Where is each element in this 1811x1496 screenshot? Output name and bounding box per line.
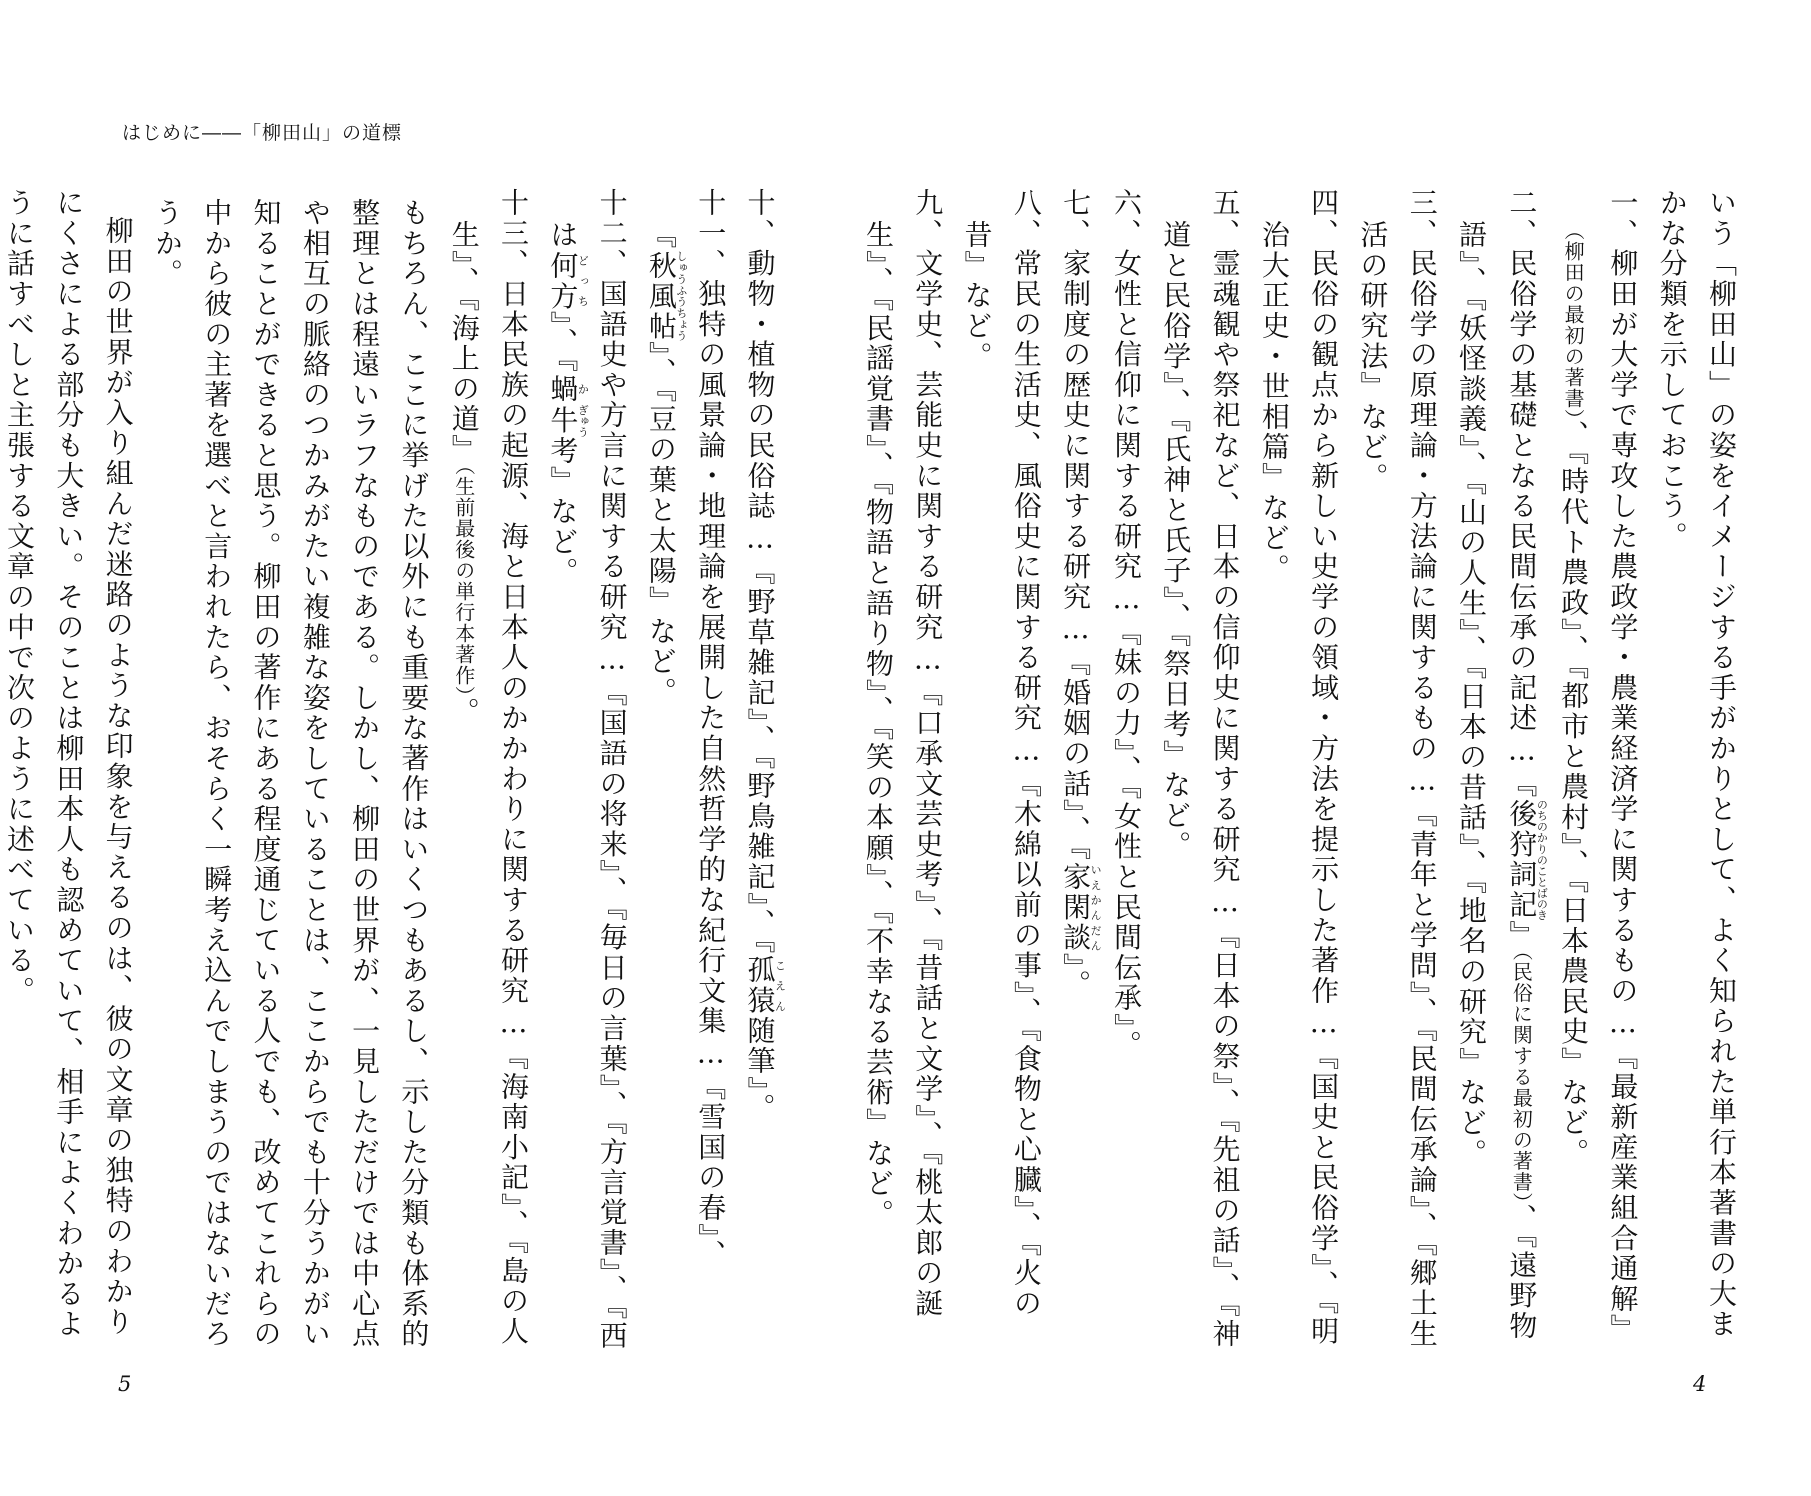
list-item-10: 十、動物・植物の民俗誌…『野草雑記』、『野鳥雑記』、『孤猿こえん随筆』。 — [743, 188, 787, 1123]
list-item-8: 八、常民の生活史、風俗史に関する研究…『木綿以前の事』、『食物と心臓』、『火の昔』など。 — [960, 188, 1043, 1319]
list-item-13: 十三、日本民族の起源、海と日本人のかかわりに関する研究…『海南小記』、『島の人生』、『海上の道』（生前最後の単行本著作）。 — [447, 188, 531, 1347]
ruby-gyu: 牛ぎゅう — [546, 404, 590, 438]
left-page-body — [3, 188, 787, 1360]
list-item-9: 九、文学史、芸能史に関する研究…『口承文芸史考』、『昔話と文学』、『桃太郎の誕生』、『民謡覚書』、『物語と語り物』、『笑の本願』、『不幸なる芸術』など。 — [861, 188, 945, 1319]
list-item-4: 四、民俗の観点から新しい史学の領域・方法を提示した著作…『国史と民俗学』、『明治大正史・世相篇』など。 — [1257, 188, 1341, 1347]
paragraph: もちろん、ここに挙げた以外にも重要な著作はいくつもあるし、示した分類も体系的整理とは程遠いラフなものである。しかし、柳田の世界が、一見しただけでは中心点や相互の脈絡のつかみがたい複雑な姿をしていることは、ここからでも十分うかがい知ることができると思う。柳田の著作にある程度通じている人でも、改めてこれらの中から彼の主著を選べと言われたら、おそらく一瞬考え込んでしまうのではないだろうか。 — [150, 197, 431, 1350]
list-item-12: 十二、国語史や方言に関する研究…『国語の将来』、『毎日の言葉』、『方言覚書』、『西は何方どっち』、『蝸か牛ぎゅう考』など。 — [546, 188, 629, 1352]
ruby-ka: 蝸か — [546, 374, 590, 405]
ruby-docchi: 何方どっち — [546, 250, 590, 312]
ruby-nochinokari: 後狩詞記のちのかりのことばのき — [1505, 799, 1549, 921]
note: （生前最後の単行本著作） — [451, 464, 476, 697]
list-item-2: 二、民俗学の基礎となる民間伝承の記述…『後狩詞記のちのかりのことばのき』（民俗に関する最初の著書）、『遠野物語』、『妖怪談義』、『山の人生』、『日本の昔話』、『地名の研究』など。 — [1455, 188, 1549, 1342]
paragraph: 柳田の世界が入り組んだ迷路のような印象を与えるのは、彼の文章の独特のわかりにくさによる部分も大きい。そのことは柳田本人も認めていて、相手によくわかるように話すべしと主張する文章の中で次のように述べている。 — [3, 188, 135, 1340]
intro-paragraph: いう「柳田山」の姿をイメージする手がかりとして、よく知られた単行本著書の大まかな分類を示しておこう。 — [1655, 188, 1738, 1340]
list-item-11: 十一、独特の風景論・地理論を展開した自然哲学的な紀行文集…『雪国の春』、『秋風帖しゅうふうちょう』、『豆の葉と太陽』など。 — [644, 188, 728, 1270]
page-number-left: 5 — [118, 1372, 132, 1396]
list-item-3: 三、民俗学の原理論・方法論に関するもの…『青年と学問』、『民間伝承論』、『郷土生活の研究法』など。 — [1356, 188, 1439, 1349]
ruby-koen: 孤猿こえん — [743, 955, 787, 1016]
left-page — [0, 0, 905, 1496]
list-item-6: 六、女性と信仰に関する研究…『妹の力』、『女性と民間伝承』。 — [1109, 188, 1143, 1060]
ruby-iekandan: 家閑談いえかんだん — [1059, 861, 1103, 953]
note: （民俗に関する最初の著書） — [1509, 950, 1534, 1204]
list-item-5: 五、霊魂観や祭祀など、日本の信仰史に関する研究…『日本の祭』、『先祖の話』、『神道と民俗学』、『氏神と氏子』、『祭日考』など。 — [1159, 188, 1242, 1349]
list-item-1: 一、柳田が大学で専攻した農政学・農業経済学に関するもの…『最新産業組合通解』（柳田の最初の著書）、『時代ト農政』、『都市と農村』、『日本農民史』など。 — [1557, 188, 1640, 1345]
right-page-body — [861, 188, 1746, 1360]
page-number-right: 4 — [1693, 1372, 1707, 1396]
running-head: はじめに――「柳田山」の道標 — [122, 122, 403, 144]
note: （柳田の最初の著書） — [1561, 220, 1586, 421]
list-item-7: 七、家制度の歴史に関する研究…『婚姻の話』、『家閑談いえかんだん』。 — [1059, 188, 1103, 1000]
ruby-shufucho: 秋風帖しゅうふうちょう — [644, 250, 688, 342]
